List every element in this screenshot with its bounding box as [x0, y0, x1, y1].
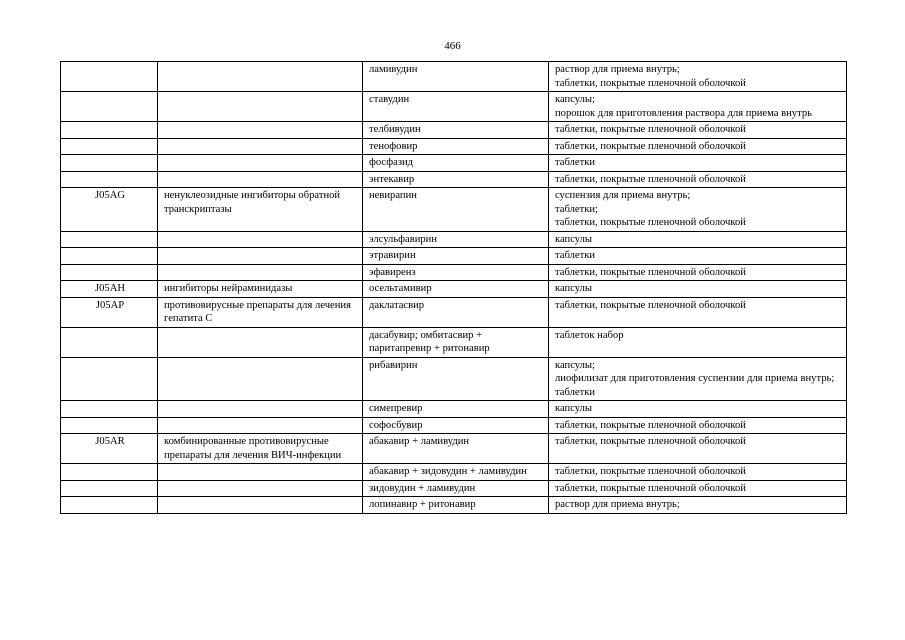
atc-code-cell [61, 62, 158, 92]
drug-name-cell: симепревир [363, 401, 549, 418]
group-name-cell: комбинированные противовирусные препараты для лечения ВИЧ-инфекции [158, 434, 363, 464]
dosage-form-cell: таблетки [549, 248, 847, 265]
table-body [61, 62, 847, 514]
dosage-form-cell: таблетки, покрытые пленочной оболочкой [549, 297, 847, 327]
dosage-form-cell: таблетки, покрытые пленочной оболочкой [549, 434, 847, 464]
atc-code-cell [61, 497, 158, 514]
drug-name-cell: телбивудин [363, 122, 549, 139]
drug-name-cell: ламивудин [363, 62, 549, 92]
drug-name-cell: элсульфавирин [363, 231, 549, 248]
drug-name-cell: энтекавир [363, 171, 549, 188]
group-name-cell: противовирусные препараты для лечения гепатита С [158, 297, 363, 327]
group-name-cell [158, 138, 363, 155]
group-name-cell [158, 231, 363, 248]
dosage-form-cell: капсулы [549, 231, 847, 248]
drug-table [60, 61, 847, 514]
page-number: 466 [444, 40, 461, 52]
atc-code-cell [61, 327, 158, 357]
group-name-cell [158, 497, 363, 514]
group-name-cell [158, 171, 363, 188]
dosage-form-cell: капсулы; лиофилизат для приготовления суспензии для приема внутрь; таблетки [549, 357, 847, 401]
drug-name-cell: ставудин [363, 92, 549, 122]
table-row [61, 297, 847, 327]
atc-code-cell: J05AR [61, 434, 158, 464]
table-row [61, 480, 847, 497]
table-row [61, 464, 847, 481]
table-row [61, 327, 847, 357]
atc-code-cell [61, 417, 158, 434]
atc-code-cell [61, 92, 158, 122]
table-row [61, 248, 847, 265]
dosage-form-cell: таблетки, покрытые пленочной оболочкой [549, 480, 847, 497]
dosage-form-cell: таблетки, покрытые пленочной оболочкой [549, 122, 847, 139]
dosage-form-cell: таблетки [549, 155, 847, 172]
drug-name-cell: абакавир + ламивудин [363, 434, 549, 464]
atc-code-cell [61, 155, 158, 172]
atc-code-cell: J05AH [61, 281, 158, 298]
atc-code-cell [61, 357, 158, 401]
atc-code-cell [61, 401, 158, 418]
table-row [61, 62, 847, 92]
dosage-form-cell: суспензия для приема внутрь; таблетки; таблетки, покрытые пленочной оболочкой [549, 188, 847, 232]
dosage-form-cell: таблетки, покрытые пленочной оболочкой [549, 264, 847, 281]
atc-code-cell [61, 171, 158, 188]
table-row [61, 401, 847, 418]
dosage-form-cell: таблетки, покрытые пленочной оболочкой [549, 171, 847, 188]
table-row [61, 171, 847, 188]
atc-code-cell [61, 122, 158, 139]
group-name-cell [158, 264, 363, 281]
table-row [61, 264, 847, 281]
drug-name-cell: этравирин [363, 248, 549, 265]
dosage-form-cell: капсулы [549, 401, 847, 418]
table-row [61, 188, 847, 232]
drug-name-cell: осельтамивир [363, 281, 549, 298]
group-name-cell [158, 155, 363, 172]
group-name-cell: ненуклеозидные ингибиторы обратной транскриптазы [158, 188, 363, 232]
table-row [61, 417, 847, 434]
atc-code-cell [61, 138, 158, 155]
table-row [61, 155, 847, 172]
table-row [61, 434, 847, 464]
drug-name-cell: тенофовир [363, 138, 549, 155]
dosage-form-cell: раствор для приема внутрь; [549, 497, 847, 514]
group-name-cell [158, 480, 363, 497]
dosage-form-cell: таблетки, покрытые пленочной оболочкой [549, 138, 847, 155]
drug-name-cell: дасабувир; омбитасвир + паритапревир + ритонавир [363, 327, 549, 357]
atc-code-cell [61, 264, 158, 281]
table-row [61, 281, 847, 298]
dosage-form-cell: капсулы; порошок для приготовления раствора для приема внутрь [549, 92, 847, 122]
atc-code-cell [61, 231, 158, 248]
group-name-cell [158, 357, 363, 401]
dosage-form-cell: таблетки, покрытые пленочной оболочкой [549, 417, 847, 434]
drug-name-cell: невирапин [363, 188, 549, 232]
atc-code-cell [61, 464, 158, 481]
drug-name-cell: фосфазид [363, 155, 549, 172]
group-name-cell [158, 464, 363, 481]
group-name-cell: ингибиторы нейраминидазы [158, 281, 363, 298]
table-row [61, 138, 847, 155]
table-row [61, 231, 847, 248]
group-name-cell [158, 417, 363, 434]
group-name-cell [158, 401, 363, 418]
table-row [61, 357, 847, 401]
table-row [61, 92, 847, 122]
atc-code-cell [61, 248, 158, 265]
drug-name-cell: софосбувир [363, 417, 549, 434]
table-row [61, 122, 847, 139]
dosage-form-cell: раствор для приема внутрь; таблетки, покрытые пленочной оболочкой [549, 62, 847, 92]
table-row [61, 497, 847, 514]
drug-name-cell: зидовудин + ламивудин [363, 480, 549, 497]
group-name-cell [158, 62, 363, 92]
drug-name-cell: абакавир + зидовудин + ламивудин [363, 464, 549, 481]
group-name-cell [158, 327, 363, 357]
dosage-form-cell: таблетки, покрытые пленочной оболочкой [549, 464, 847, 481]
dosage-form-cell: таблеток набор [549, 327, 847, 357]
atc-code-cell [61, 480, 158, 497]
drug-name-cell: эфавиренз [363, 264, 549, 281]
group-name-cell [158, 92, 363, 122]
dosage-form-cell: капсулы [549, 281, 847, 298]
drug-name-cell: даклатасвир [363, 297, 549, 327]
group-name-cell [158, 248, 363, 265]
group-name-cell [158, 122, 363, 139]
drug-name-cell: рибавирин [363, 357, 549, 401]
atc-code-cell: J05AP [61, 297, 158, 327]
atc-code-cell: J05AG [61, 188, 158, 232]
drug-name-cell: лопинавир + ритонавир [363, 497, 549, 514]
